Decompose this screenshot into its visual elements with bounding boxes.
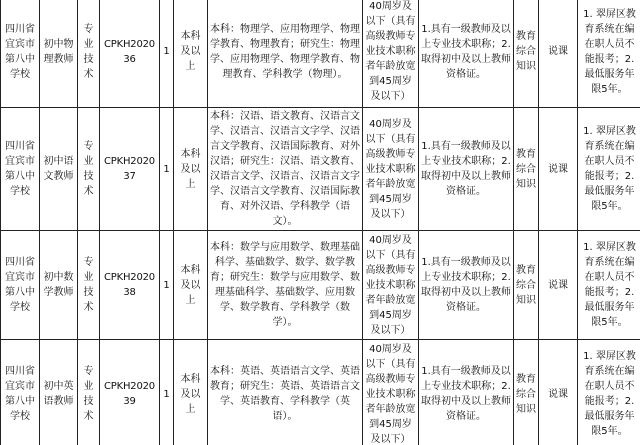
table-row — [1, 231, 640, 340]
age-cell: 40周岁及以下（具有高级教师专业技术职称者年龄放宽到45周岁及以下） — [363, 0, 419, 108]
post-cell: 初中英语教师 — [40, 340, 78, 445]
exam-cell: 教育综合知识 — [514, 340, 539, 445]
table-row — [1, 340, 640, 445]
interview-cell: 说课 — [539, 231, 578, 340]
table-row — [1, 0, 640, 108]
exam-cell: 教育综合知识 — [514, 231, 539, 340]
post-cell: 初中数学教师 — [40, 231, 78, 340]
remark-cell: 1. 翠屏区教育系统在编在职人员不能报考；2.最低服务年限5年。 — [578, 108, 640, 231]
other-cell: 1.具有一级教师及以上专业技术职称；2.取得初中及以上教师资格证。 — [419, 0, 514, 108]
code-cell: CPKH202036 — [100, 0, 160, 108]
interview-cell: 说课 — [539, 340, 578, 445]
other-cell: 1.具有一级教师及以上专业技术职称；2.取得初中及以上教师资格证。 — [419, 231, 514, 340]
education-cell: 本科及以上 — [174, 231, 208, 340]
unit-cell: 四川省宜宾市第八中学校 — [1, 340, 40, 445]
major-cell: 本科：汉语、语文教育、汉语言文学、汉语言、汉语言文字学、汉语言文学教育、汉语国际教育、对外汉语；研究生：汉语、语文教育、汉语言文学、汉语言、汉语言文字学、汉语言文学教育、汉语国际教育、对外汉语、学科教学（语文）。 — [208, 108, 363, 231]
remark-cell: 1. 翠屏区教育系统在编在职人员不能报考；2.最低服务年限5年。 — [578, 340, 640, 445]
count-cell: 1 — [160, 0, 174, 108]
interview-cell: 说课 — [539, 0, 578, 108]
category-cell: 专业技术 — [78, 108, 100, 231]
category-cell: 专业技术 — [78, 231, 100, 340]
interview-cell: 说课 — [539, 108, 578, 231]
category-cell: 专业技术 — [78, 0, 100, 108]
unit-cell: 四川省宜宾市第八中学校 — [1, 0, 40, 108]
post-cell: 初中物理教师 — [40, 0, 78, 108]
code-cell: CPKH202039 — [100, 340, 160, 445]
education-cell: 本科及以上 — [174, 340, 208, 445]
count-cell: 1 — [160, 108, 174, 231]
table-row — [1, 108, 640, 231]
count-cell: 1 — [160, 231, 174, 340]
remark-cell: 1. 翠屏区教育系统在编在职人员不能报考；2.最低服务年限5年。 — [578, 0, 640, 108]
code-cell: CPKH202037 — [100, 108, 160, 231]
code-cell: CPKH202038 — [100, 231, 160, 340]
age-cell: 40周岁及以下（具有高级教师专业技术职称者年龄放宽到45周岁及以下） — [363, 108, 419, 231]
exam-cell: 教育综合知识 — [514, 0, 539, 108]
major-cell: 本科：物理学、应用物理学、物理学教育、物理教育；研究生：物理学、应用物理学、物理学教育、物理教育、学科教学（物理）。 — [208, 0, 363, 108]
other-cell: 1.具有一级教师及以上专业技术职称；2.取得初中及以上教师资格证。 — [419, 340, 514, 445]
major-cell: 本科：英语、英语语言文学、英语教育；研究生：英语、英语语言文学、英语教育、学科教学（英语）。 — [208, 340, 363, 445]
post-cell: 初中语文教师 — [40, 108, 78, 231]
age-cell: 40周岁及以下（具有高级教师专业技术职称者年龄放宽到45周岁及以下） — [363, 231, 419, 340]
major-cell: 本科：数学与应用数学、数理基础科学、基础数学、数学、数学教育；研究生：数学与应用数学、数理基础科学、基础数学、应用数学、数学教育、学科教学（数学）。 — [208, 231, 363, 340]
education-cell: 本科及以上 — [174, 108, 208, 231]
category-cell: 专业技术 — [78, 340, 100, 445]
count-cell: 1 — [160, 340, 174, 445]
remark-cell: 1. 翠屏区教育系统在编在职人员不能报考；2.最低服务年限5年。 — [578, 231, 640, 340]
unit-cell: 四川省宜宾市第八中学校 — [1, 108, 40, 231]
other-cell: 1.具有一级教师及以上专业技术职称；2.取得初中及以上教师资格证。 — [419, 108, 514, 231]
education-cell: 本科及以上 — [174, 0, 208, 108]
exam-cell: 教育综合知识 — [514, 108, 539, 231]
unit-cell: 四川省宜宾市第八中学校 — [1, 231, 40, 340]
age-cell: 40周岁及以下（具有高级教师专业技术职称者年龄放宽到45周岁及以下） — [363, 340, 419, 445]
